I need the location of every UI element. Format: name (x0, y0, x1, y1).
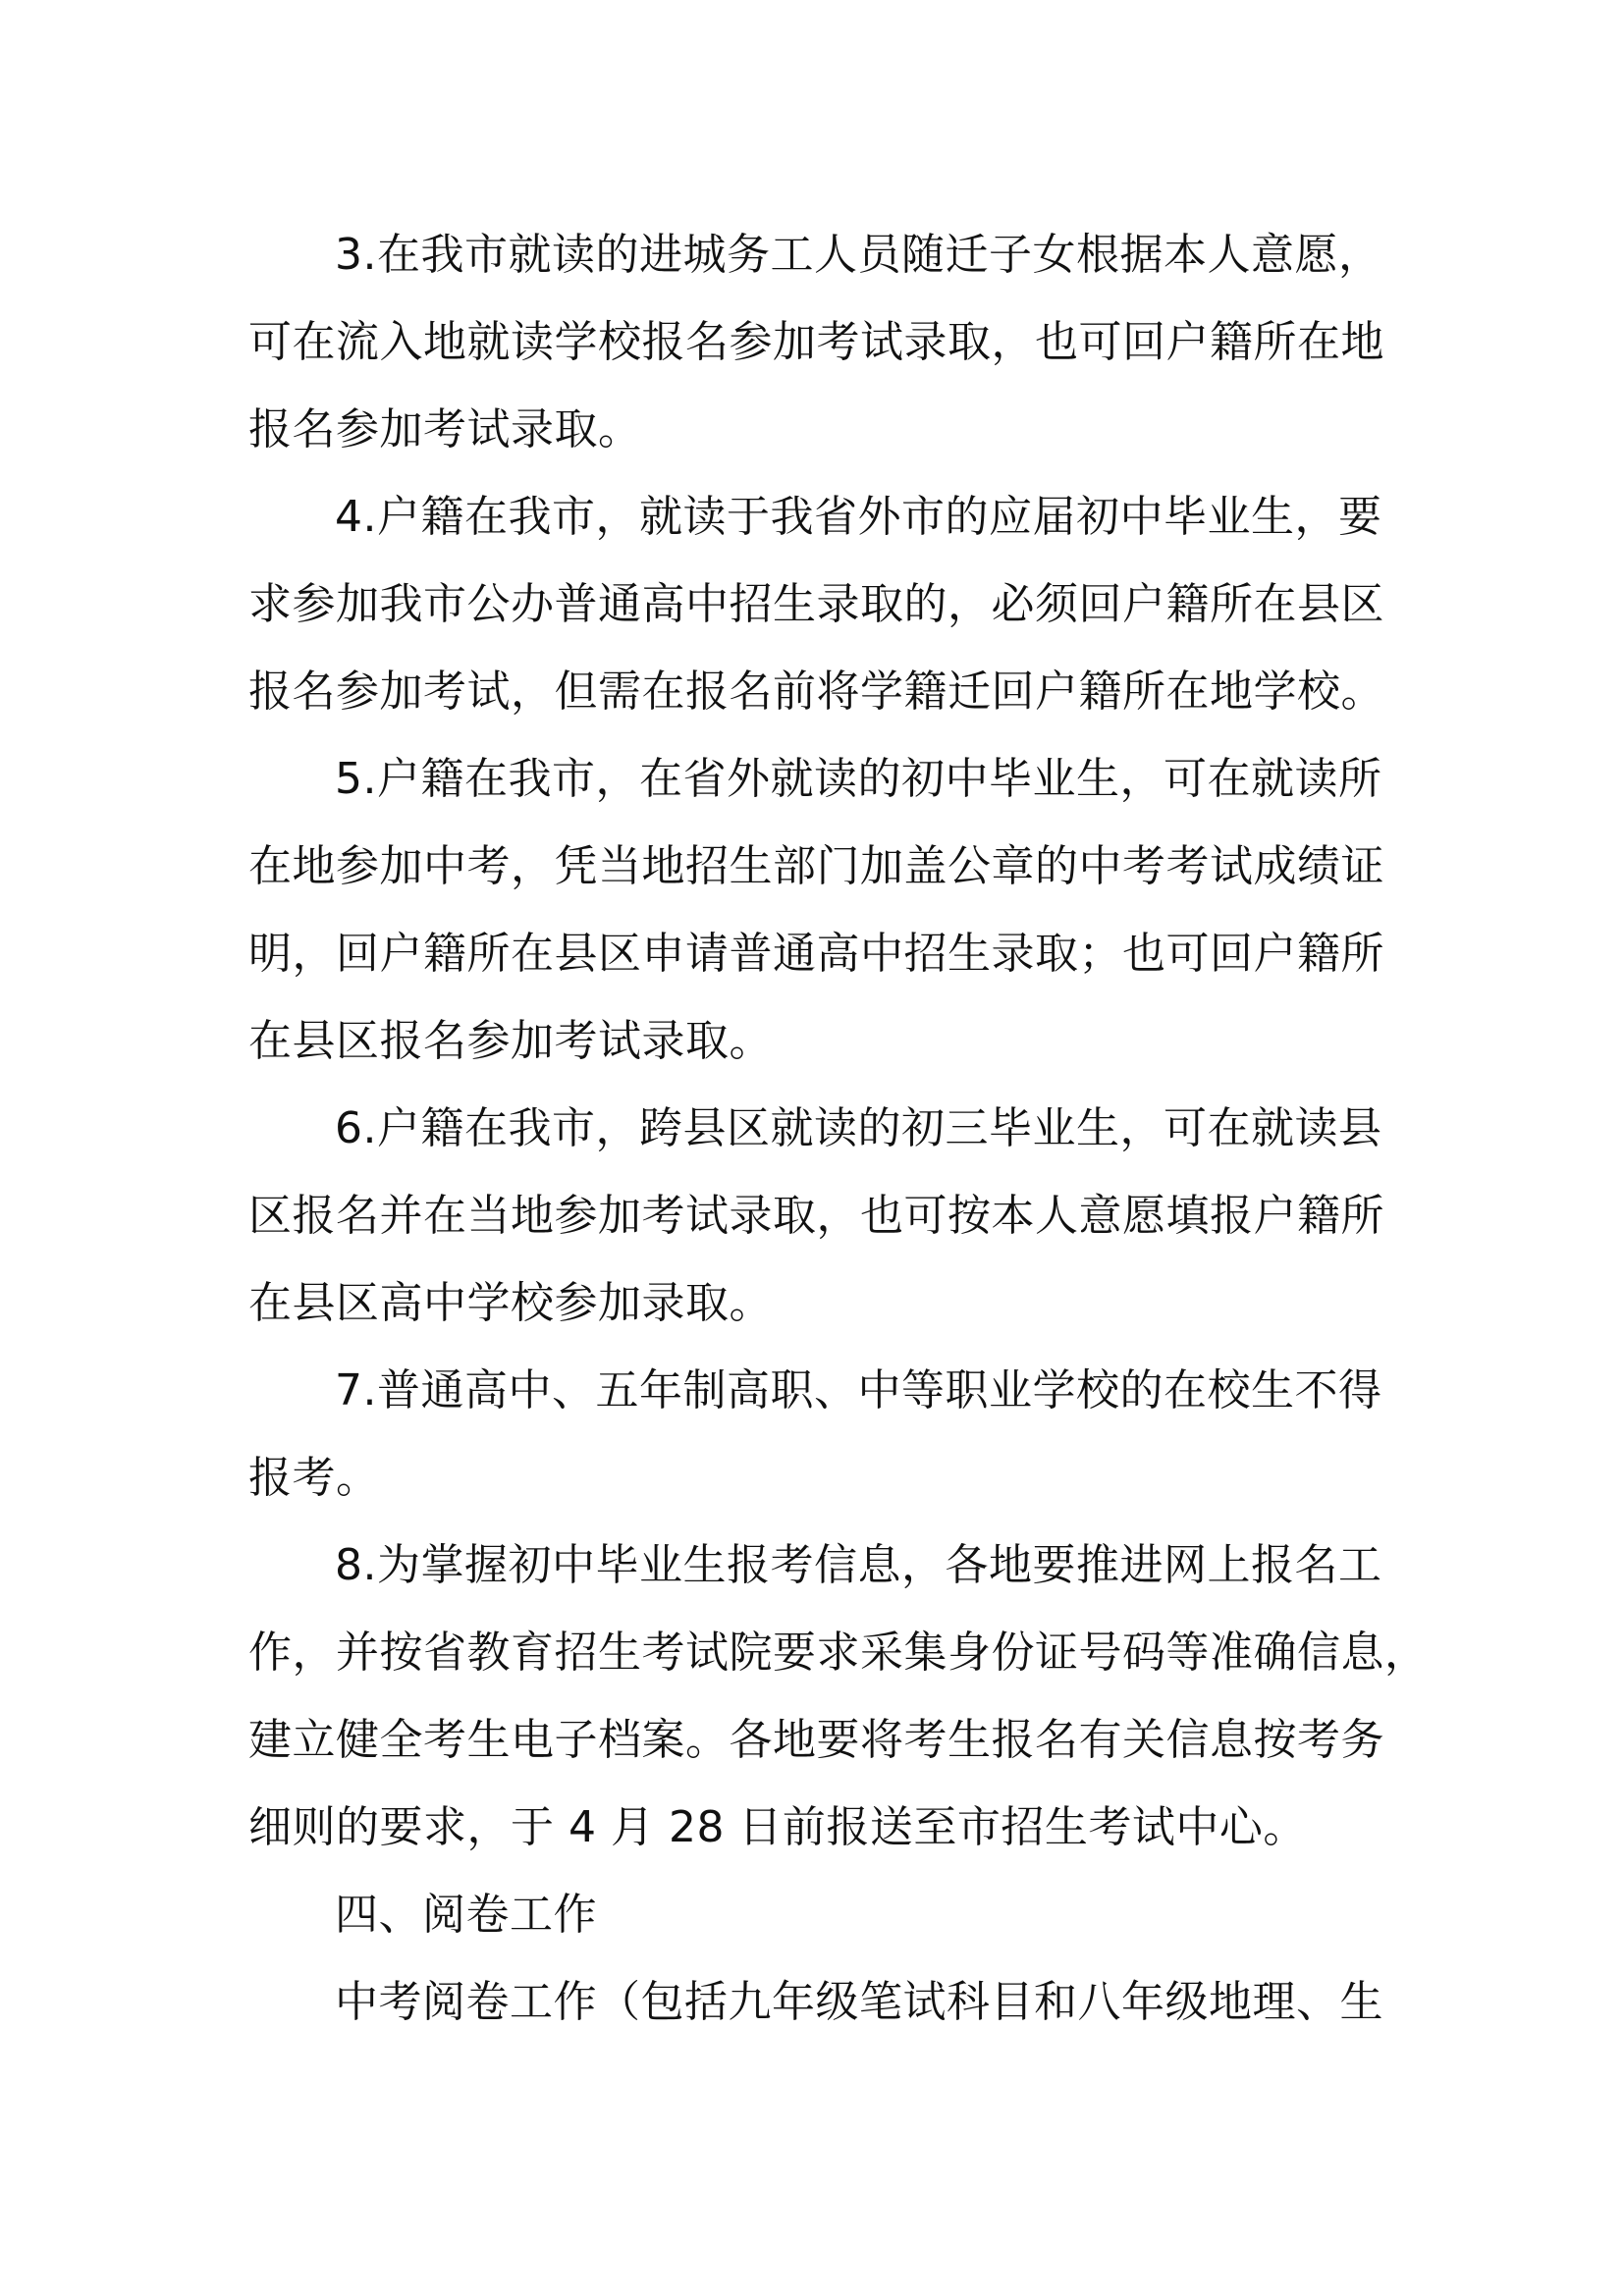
paragraph-4-line-2: 求参加我市公办普通高中招生录取的，必须回户籍所在县区 (248, 579, 1384, 629)
paragraph-8-line-4: 细则的要求，于 4 月 28 日前报送至市招生考试中心。 (248, 1802, 1307, 1852)
paragraph-6-line-3: 在县区高中学校参加录取。 (248, 1278, 773, 1328)
paragraph-5-line-3: 明，回户籍所在县区申请普通高中招生录取；也可回户籍所 (248, 929, 1384, 979)
paragraph-3-line-2: 可在流入地就读学校报名参加考试录取，也可回户籍所在地 (248, 317, 1384, 367)
paragraph-5-line-2: 在地参加中考，凭当地招生部门加盖公章的中考考试成绩证 (248, 841, 1384, 891)
paragraph-8-line-2: 作，并按省教育招生考试院要求采集身份证号码等准确信息， (248, 1628, 1429, 1678)
paragraph-5-line-4: 在县区报名参加考试录取。 (248, 1016, 773, 1066)
paragraph-3-line-3: 报名参加考试录取。 (248, 404, 642, 454)
paragraph-6-line-1: 6.户籍在我市，跨县区就读的初三毕业生，可在就读县 (335, 1103, 1382, 1153)
paragraph-5-line-1: 5.户籍在我市，在省外就读的初中毕业生，可在就读所 (335, 754, 1382, 804)
paragraph-4-line-3: 报名参加考试，但需在报名前将学籍迁回户籍所在地学校。 (248, 667, 1384, 717)
paragraph-6-line-2: 区报名并在当地参加考试录取，也可按本人意愿填报户籍所 (248, 1191, 1384, 1241)
section-heading: 四、阅卷工作 (335, 1890, 597, 1940)
paragraph-8-line-1: 8.为掌握初中毕业生报考信息，各地要推进网上报名工 (335, 1540, 1382, 1590)
paragraph-3-line-1: 3.在我市就读的进城务工人员随迁子女根据本人意愿， (335, 230, 1382, 280)
paragraph-7-line-1: 7.普通高中、五年制高职、中等职业学校的在校生不得 (335, 1365, 1382, 1415)
paragraph-7-line-2: 报考。 (248, 1453, 380, 1503)
paragraph-8-line-3: 建立健全考生电子档案。各地要将考生报名有关信息按考务 (248, 1715, 1384, 1765)
paragraph-9-line-1: 中考阅卷工作（包括九年级笔试科目和八年级地理、生 (335, 1977, 1383, 2027)
paragraph-4-line-1: 4.户籍在我市，就读于我省外市的应届初中毕业生，要 (335, 492, 1382, 542)
